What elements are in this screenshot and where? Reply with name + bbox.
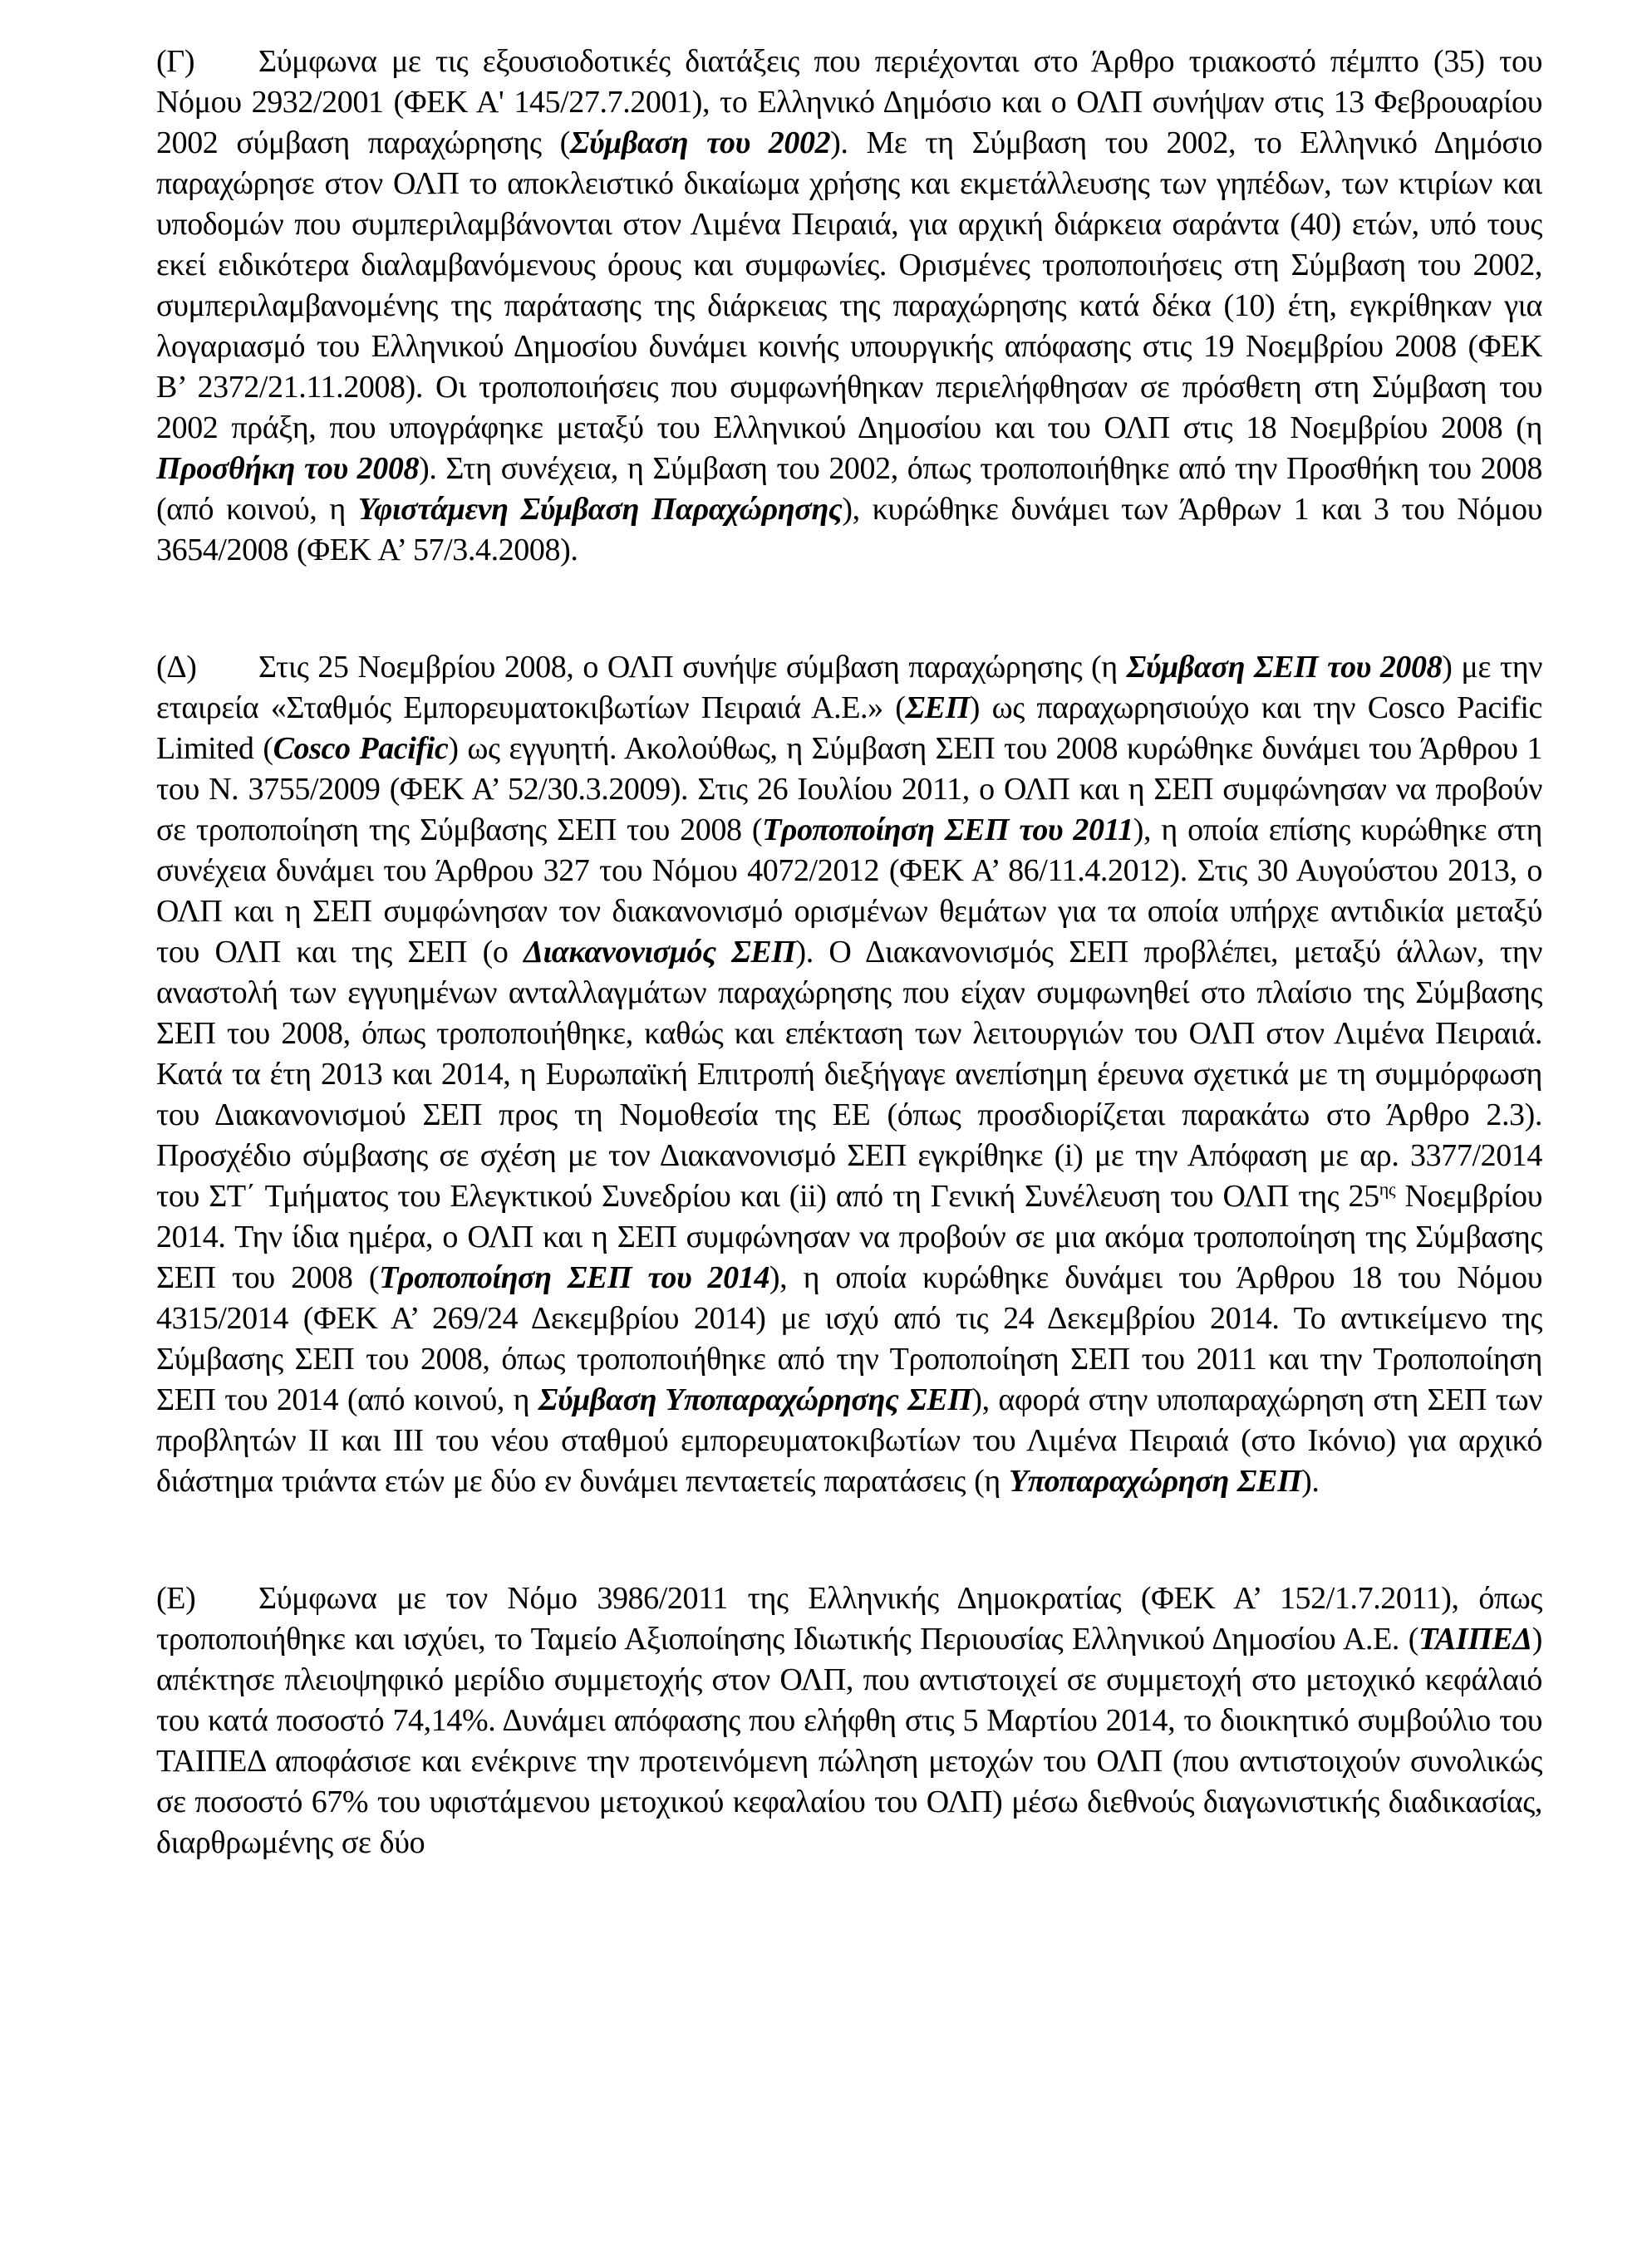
text-run: ), η οποία κυρώθηκε δυνάμει του Άρθρου 18 του Νόμου 4315/2014 (ΦΕΚ Α’ 269/24 Δεκεμβρίου 2014) με ισχύ από τις 24 Δεκεμβρίου 2014. Το αντικείμενο της Σύμβασης ΣΕΠ του 2008, όπως τροποποιήθηκε από την Τροποποίηση ΣΕΠ του 2011 και την Τροποποίηση ΣΕΠ του 2014 (από κοινού, η xyxy=(156,1260,1542,1417)
text-run: ), η οποία επίσης κυρώθηκε στη συνέχεια δυνάμει του Άρθρου 327 του Νόμου 4072/2012 (ΦΕΚ Α’ 86/11.4.2012). Στις 30 Αυγούστου 2013, ο ΟΛΠ και η ΣΕΠ συμφώνησαν τον διακανονισμό ορισμένων θεμάτων για τα οποία υπήρχε αντιδικία μεταξύ του ΟΛΠ και της ΣΕΠ (ο xyxy=(156,812,1542,970)
text-run: ) με την εταιρεία «Σταθμός Εμπορευματοκιβωτίων Πειραιά Α.Ε.» ( xyxy=(156,650,1543,725)
text-run: Τροποποίηση ΣΕΠ του 2011 xyxy=(762,812,1133,847)
text-run: ) απέκτησε πλειοψηφικό μερίδιο συμμετοχής στον ΟΛΠ, που αντιστοιχεί σε συμμετοχή στο μετοχικό κεφάλαιό του κατά ποσοστό 74,14%. Δυνάμει απόφασης που ελήφθη στις 5 Μαρτίου 2014, το διοικητικό συμβούλιο του ΤΑΙΠΕΔ αποφάσισε και ενέκρινε την προτεινόμενη πώληση μετοχών του ΟΛΠ (που αντιστοιχούν συνολικώς σε ποσοστό 67% του υφιστάμενου μετοχικού κεφαλαίου του ΟΛΠ) μέσω διεθνούς διαγωνιστικής διαδικασίας, διαρθρωμένης σε δύο xyxy=(156,1622,1542,1860)
document-body xyxy=(156,42,1542,1863)
text-run: Διακανονισμός ΣΕΠ xyxy=(524,935,796,970)
text-run: ΤΑΙΠΕΔ xyxy=(1418,1622,1532,1657)
paragraph xyxy=(156,647,1542,1502)
text-run: Σύμβαση Υποπαραχώρησης ΣΕΠ xyxy=(538,1382,972,1417)
paragraph xyxy=(156,1578,1542,1863)
paragraph-label: (Γ) xyxy=(156,44,195,79)
paragraph-label: (Δ) xyxy=(156,650,197,685)
text-run: Προσθήκη του 2008 xyxy=(156,451,420,486)
text-run: ). Με τη Σύμβαση του 2002, το Ελληνικό Δημόσιο παραχώρησε στον ΟΛΠ το αποκλειστικό δικαίωμα χρήσης και εκμετάλλευσης των γηπέδων, των κτιρίων και υποδομών που συμπεριλαμβάνονται στον Λιμένα Πειραιά, για αρχική διάρκεια σαράντα (40) ετών, υπό τους εκεί ειδικότερα διαλαμβανόμενους όρους και συμφωνίες. Ορισμένες τροποποιήσεις στη Σύμβαση του 2002, συμπεριλαμβανομένης της παράτασης της διάρκειας της παραχώρησης κατά δέκα (10) έτη, εγκρίθηκαν για λογαριασμό του Ελληνικού Δημοσίου δυνάμει κοινής υπουργικής απόφασης στις 19 Νοεμβρίου 2008 (ΦΕΚ Β’ 2372/21.11.2008). Οι τροποποιήσεις που συμφωνήθηκαν περιελήφθησαν σε πρόσθετη στη Σύμβαση του 2002 πράξη, που υπογράφηκε μεταξύ του Ελληνικού Δημοσίου και του ΟΛΠ στις 18 Νοεμβρίου 2008 (η xyxy=(156,125,1542,445)
paragraph xyxy=(156,42,1542,571)
text-run: ης xyxy=(1379,1178,1396,1200)
text-run: Τροποποίηση ΣΕΠ του 2014 xyxy=(379,1260,769,1295)
text-run: Cosco Pacific xyxy=(273,731,449,766)
paragraph-label: (Ε) xyxy=(156,1581,196,1616)
text-run: ), κυρώθηκε δυνάμει των Άρθρων 1 και 3 του Νόμου 3654/2008 (ΦΕΚ Α’ 57/3.4.2008). xyxy=(156,492,1542,567)
text-run: Σύμφωνα με τις εξουσιοδοτικές διατάξεις που περιέχονται στο Άρθρο τριακοστό πέμπτο (35) του Νόμου 2932/2001 (ΦΕΚ Α' 145/27.7.2001), το Ελληνικό Δημόσιο και ο ΟΛΠ συνήψαν στις 13 Φεβρουαρίου 2002 σύμβαση παραχώρησης ( xyxy=(156,44,1542,160)
text-run: ) ως εγγυητή. Ακολούθως, η Σύμβαση ΣΕΠ του 2008 κυρώθηκε δυνάμει του Άρθρου 1 του Ν. 3755/2009 (ΦΕΚ Α’ 52/30.3.2009). Στις 26 Ιουλίου 2011, ο ΟΛΠ και η ΣΕΠ συμφώνησαν να προβούν σε τροποποίηση της Σύμβασης ΣΕΠ του 2008 ( xyxy=(156,731,1542,847)
text-run: Νοεμβρίου 2014. Την ίδια ημέρα, ο ΟΛΠ και η ΣΕΠ συμφώνησαν να προβούν σε μια ακόμα τροποποίηση της Σύμβασης ΣΕΠ του 2008 ( xyxy=(156,1179,1542,1295)
text-run: Σύμβαση του 2002 xyxy=(569,125,831,160)
text-run: ). xyxy=(1301,1464,1320,1499)
text-run: Στις 25 Νοεμβρίου 2008, ο ΟΛΠ συνήψε σύμβαση παραχώρησης (η xyxy=(258,650,1127,685)
text-run: Σύμφωνα με τον Νόμο 3986/2011 της Ελληνικής Δημοκρατίας (ΦΕΚ Α’ 152/1.7.2011), όπως τροποποιήθηκε και ισχύει, το Ταμείο Αξιοποίησης Ιδιωτικής Περιουσίας Ελληνικού Δημοσίου Α.Ε. ( xyxy=(156,1581,1542,1657)
text-run: Σύμβαση ΣΕΠ του 2008 xyxy=(1126,650,1443,685)
text-run: ΣΕΠ xyxy=(905,690,970,725)
text-run: ). Στη συνέχεια, η Σύμβαση του 2002, όπως τροποποιήθηκε από την Προσθήκη του 2008 (από κοινού, η xyxy=(156,451,1542,527)
text-run: ), αφορά στην υποπαραχώρηση στη ΣΕΠ των προβλητών ΙΙ και ΙΙΙ του νέου σταθμού εμπορευματοκιβωτίων του Λιμένα Πειραιά (στο Ικόνιο) για αρχικό διάστημα τριάντα ετών με δύο εν δυνάμει πενταετείς παρατάσεις (η xyxy=(156,1382,1543,1499)
text-run: ). Ο Διακανονισμός ΣΕΠ προβλέπει, μεταξύ άλλων, την αναστολή των εγγυημένων ανταλλαγμάτων παραχώρησης που είχαν συμφωνηθεί στο πλαίσιο της Σύμβασης ΣΕΠ του 2008, όπως τροποποιήθηκε, καθώς και επέκταση των λειτουργιών του ΟΛΠ στον Λιμένα Πειραιά. Κατά τα έτη 2013 και 2014, η Ευρωπαϊκή Επιτροπή διεξήγαγε ανεπίσημη έρευνα σχετικά με τη συμμόρφωση του Διακανονισμού ΣΕΠ προς τη Νομοθεσία της ΕΕ (όπως προσδιορίζεται παρακάτω στο Άρθρο 2.3). Προσχέδιο σύμβασης σε σχέση με τον Διακανονισμό ΣΕΠ εγκρίθηκε (i) με την Απόφαση με αρ. 3377/2014 του ΣΤ΄ Τμήματος του Ελεγκτικού Συνεδρίου και (ii) από τη Γενική Συνέλευση του ΟΛΠ της 25 xyxy=(156,935,1542,1214)
text-run: Υποπαραχώρηση ΣΕΠ xyxy=(1009,1464,1302,1499)
text-run: ) ως παραχωρησιούχο και την Cosco Pacific Limited ( xyxy=(156,690,1542,766)
text-run: Υφιστάμενη Σύμβαση Παραχώρησης xyxy=(357,492,843,527)
